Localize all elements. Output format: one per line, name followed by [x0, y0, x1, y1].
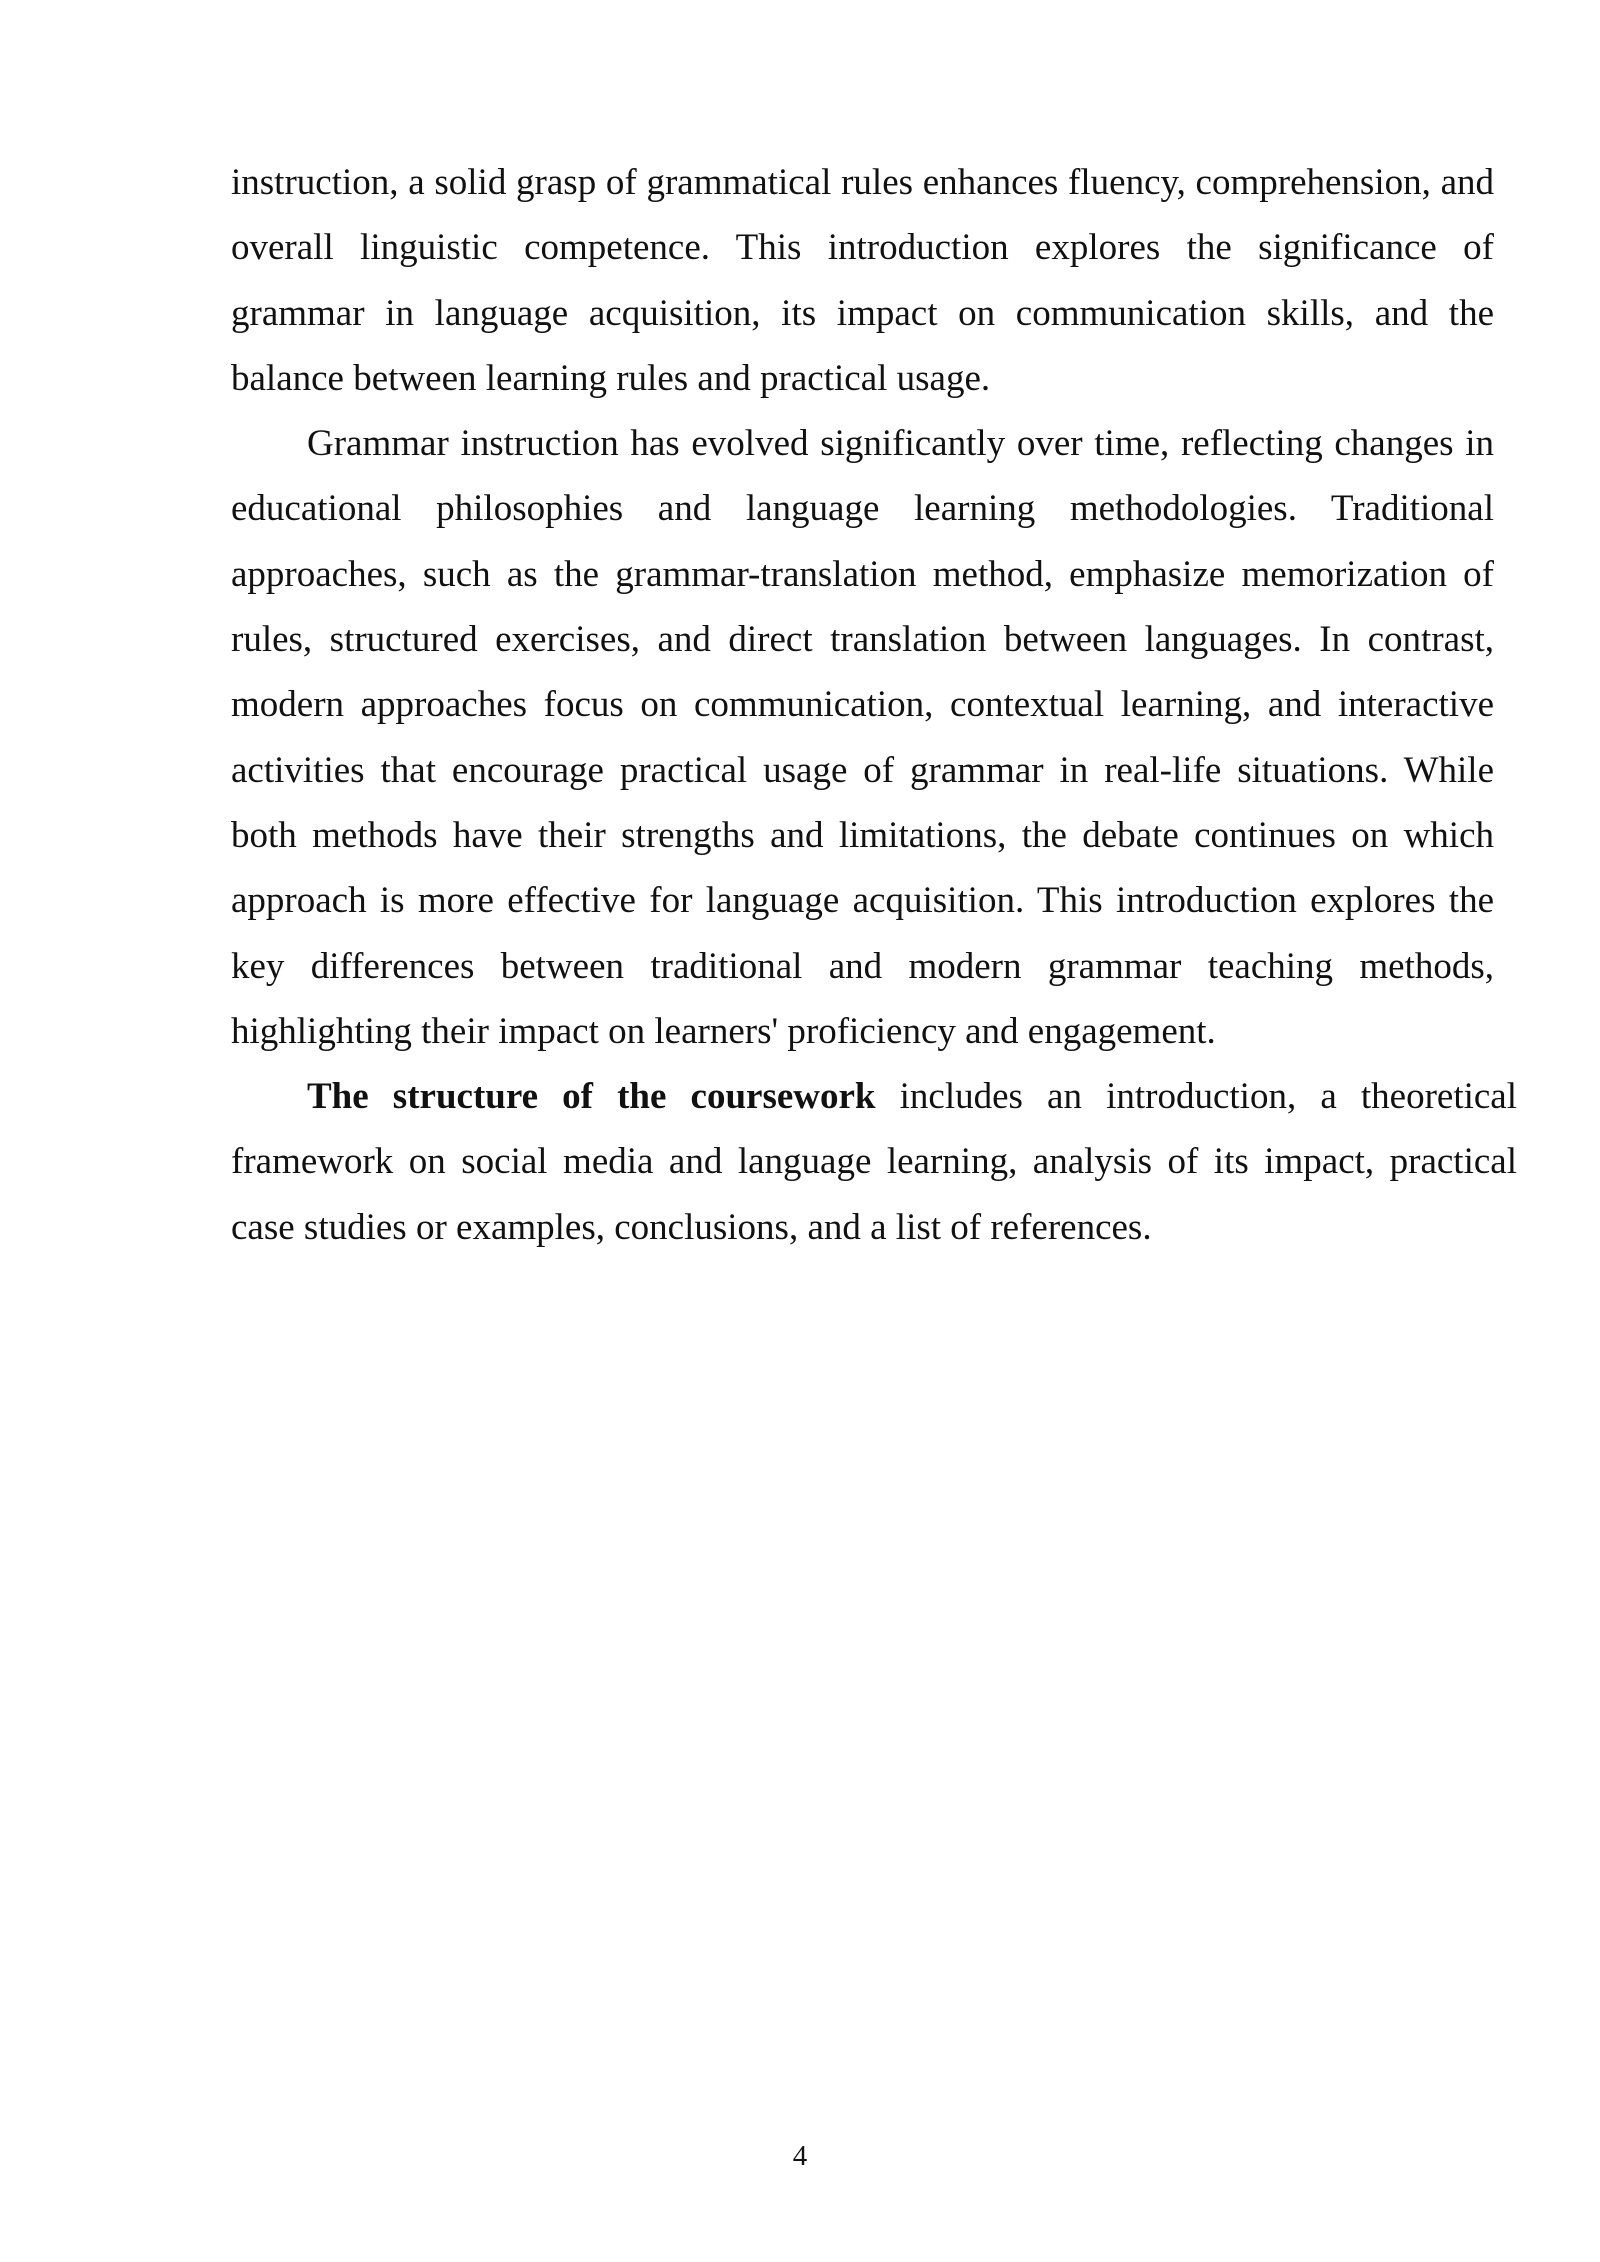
coursework-structure-text: includes an introduction, a theoretical framework on social media and language learning, analysis of its impact, practical case studies or examples, conclusions, and a list of references.	[231, 1076, 1517, 1248]
coursework-structure-heading: The structure of the coursework	[307, 1076, 876, 1118]
paragraph-continuation: instruction, a solid grasp of grammatical rules enhances fluency, comprehension, and overall linguistic competence. This introduction explores the significance of grammar in language acquisition, its impact on communication skills, and the balance between learning rules and practical usage.	[231, 162, 1494, 399]
body-text	[231, 150, 1517, 1260]
paragraph-grammar-instruction: Grammar instruction has evolved significantly over time, reflecting changes in educational philosophies and language learning methodologies. Traditional approaches, such as the grammar-translation method, emphasize memorization of rules, structured exercises, and direct translation between languages. In contrast, modern approaches focus on communication, contextual learning, and interactive activities that encourage practical usage of grammar in real-life situations. While both methods have their strengths and limitations, the debate continues on which approach is more effective for language acquisition. This introduction explores the key differences between traditional and modern grammar teaching methods, highlighting their impact on learners' proficiency and engagement.	[231, 423, 1494, 1052]
page-number: 4	[792, 2140, 808, 2172]
paragraph-coursework-structure	[231, 1064, 1517, 1260]
